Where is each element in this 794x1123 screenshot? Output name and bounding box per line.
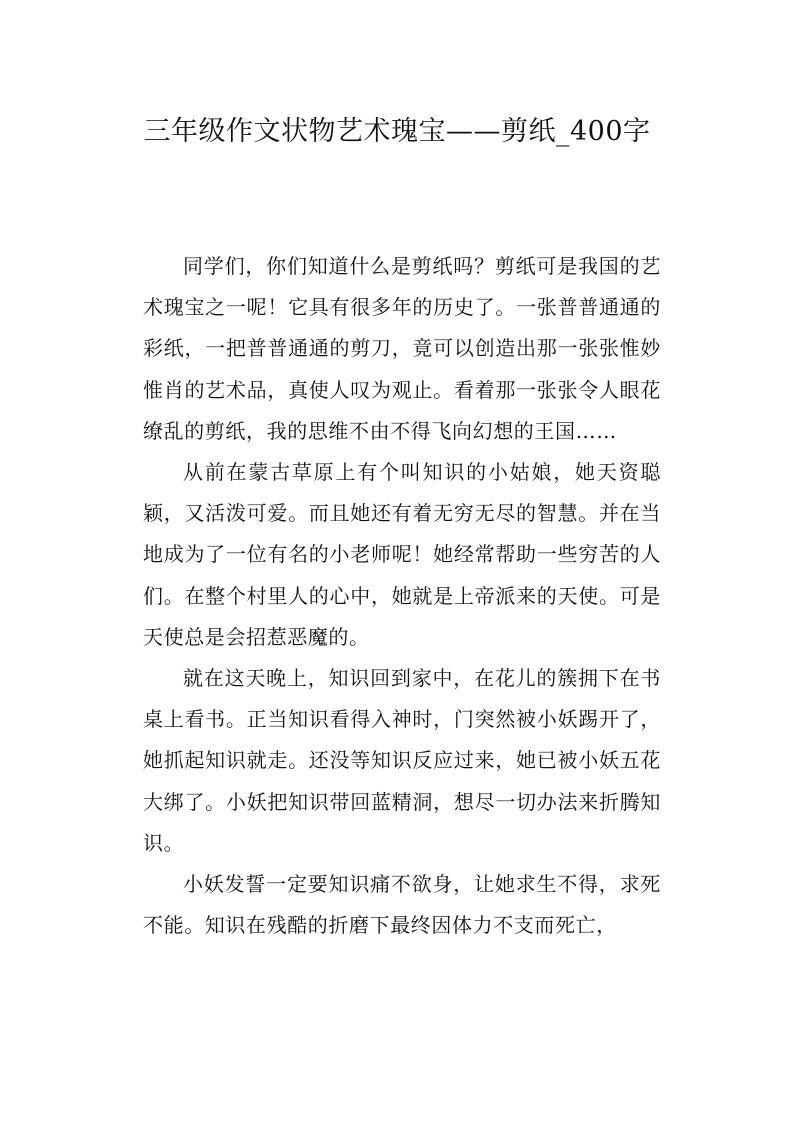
document-body bbox=[143, 246, 661, 946]
document-title: 三年级作文状物艺术瑰宝——剪纸_400字 bbox=[143, 116, 651, 147]
paragraph: 同学们，你们知道什么是剪纸吗？剪纸可是我国的艺术瑰宝之一呢！它具有很多年的历史了。一张普普通通的彩纸，一把普普通通的剪刀，竟可以创造出那一张张惟妙惟肖的艺术品，真使人叹为观止。看着那一张张令人眼花缭乱的剪纸，我的思维不由不得飞向幻想的王国…… bbox=[143, 254, 661, 443]
paragraph: 从前在蒙古草原上有个叫知识的小姑娘，她天资聪颖，又活泼可爱。而且她还有着无穷无尽的智慧。并在当地成为了一位有名的小老师呢！她经常帮助一些穷苦的人们。在整个村里人的心中，她就是上帝派来的天使。可是天使总是会招惹恶魔的。 bbox=[143, 460, 661, 649]
paragraph: 小妖发誓一定要知识痛不欲身，让她求生不得，求死不能。知识在残酷的折磨下最终因体力不支而死亡， bbox=[143, 872, 661, 938]
paragraph: 就在这天晚上，知识回到家中，在花儿的簇拥下在书桌上看书。正当知识看得入神时，门突然被小妖踢开了，她抓起知识就走。还没等知识反应过来，她已被小妖五花大绑了。小妖把知识带回蓝精洞，想尽一切办法来折腾知识。 bbox=[143, 666, 661, 855]
